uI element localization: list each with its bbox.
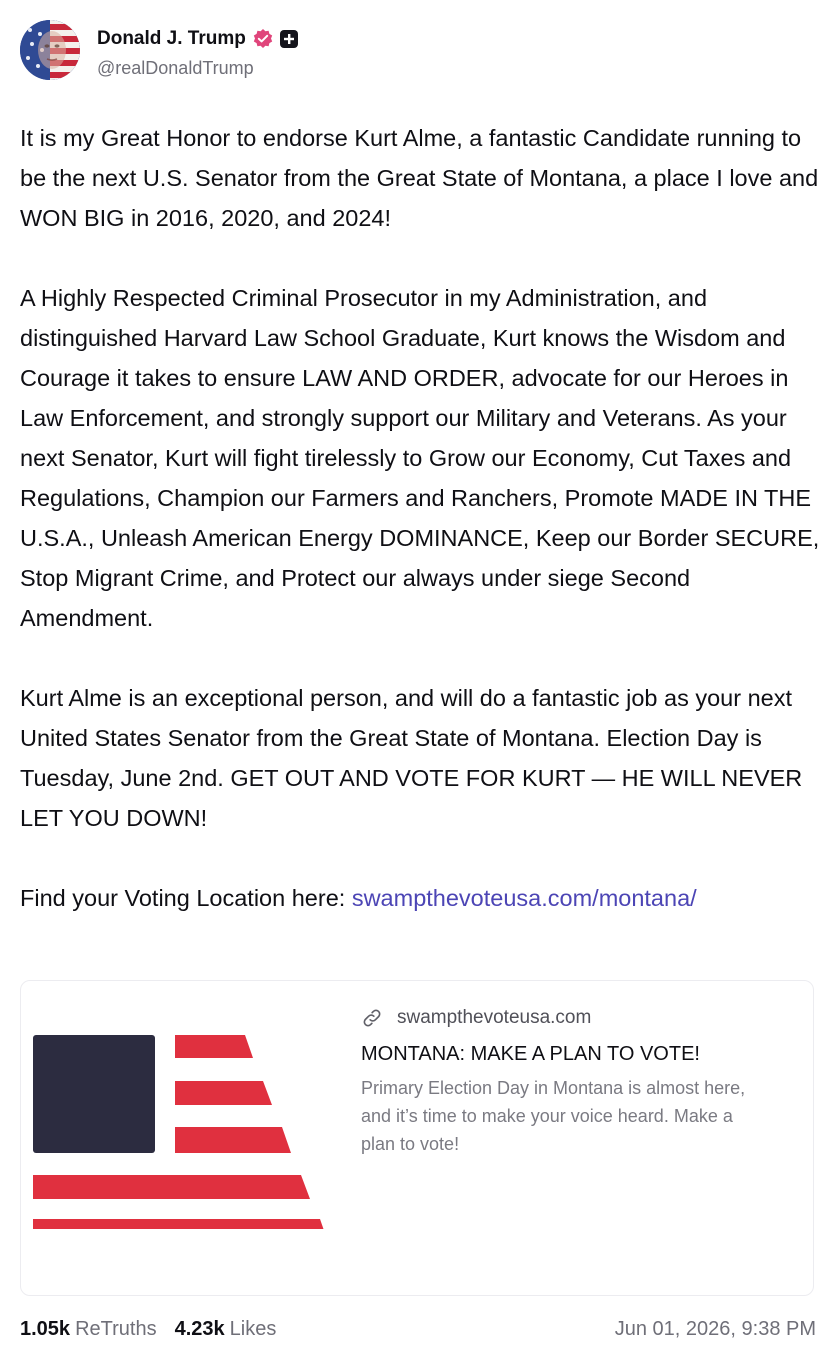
retruths-stat[interactable] [20,1318,157,1341]
voting-location-line [20,878,825,918]
link-card-flag-image [31,1033,331,1229]
likes-stat[interactable] [175,1318,277,1341]
link-card-text [361,1005,801,1158]
link-card-domain-row [361,1005,801,1031]
likes-label: Likes [229,1317,277,1340]
link-preview-card[interactable] [20,980,814,1296]
post-header [20,20,820,82]
avatar[interactable] [20,20,80,80]
post-text [20,118,825,918]
retruths-label: ReTruths [75,1317,157,1340]
link-card-title: MONTANA: MAKE A PLAN TO VOTE! [361,1043,700,1065]
post-paragraph: Kurt Alme is an exceptional person, and will do a fantastic job as your next United States Senator from the Great State of Montana. Election Day is Tuesday, June 2nd. GET OUT AND VOTE FOR KURT — HE WILL NEVER LET YOU DOWN! [20,685,803,831]
link-card-domain: swampthevoteusa.com [397,1007,592,1028]
author-handle[interactable]: @realDonaldTrump [97,58,254,78]
likes-count: 4.23k [174,1317,225,1340]
link-card-description: Primary Election Day in Montana is almost here, and it’s time to make your voice heard. Make a plan to vote! [361,1078,746,1154]
post-footer [20,1314,816,1344]
plus-badge-icon [279,29,299,49]
display-name[interactable]: Donald J. Trump [97,28,246,49]
verified-badge-icon [252,28,274,50]
retruths-count: 1.05k [20,1317,71,1340]
post-paragraph: A Highly Respected Criminal Prosecutor in my Administration, and distinguished Harvard Law School Graduate, Kurt knows the Wisdom and Courage it takes to ensure LAW AND ORDER, advocate for our Heroes in Law Enforcement, and strongly support our Military and Veterans. As your next Senator, Kurt will fight tirelessly to Grow our Economy, Cut Taxes and Regulations, Champion our Farmers and Ranchers, Promote MADE IN THE U.S.A., Unleash American Energy DOMINANCE, Keep our Border SECURE, Stop Migrant Crime, and Protect our always under siege Second Amendment. [20,285,820,631]
post-paragraph: It is my Great Honor to endorse Kurt Alme, a fantastic Candidate running to be the next U.S. Senator from the Great State of Montana, a place I love and WON BIG in 2016, 2020, and 2024! [20,125,819,231]
voting-location-link[interactable]: swampthevoteusa.com/montana/ [351,885,697,911]
voting-location-prefix: Find your Voting Location here: [20,885,352,911]
avatar-image [20,20,80,80]
display-name-row [97,26,299,52]
post-timestamp[interactable]: Jun 01, 2026, 9:38 PM [614,1317,816,1340]
link-icon [361,1007,383,1029]
